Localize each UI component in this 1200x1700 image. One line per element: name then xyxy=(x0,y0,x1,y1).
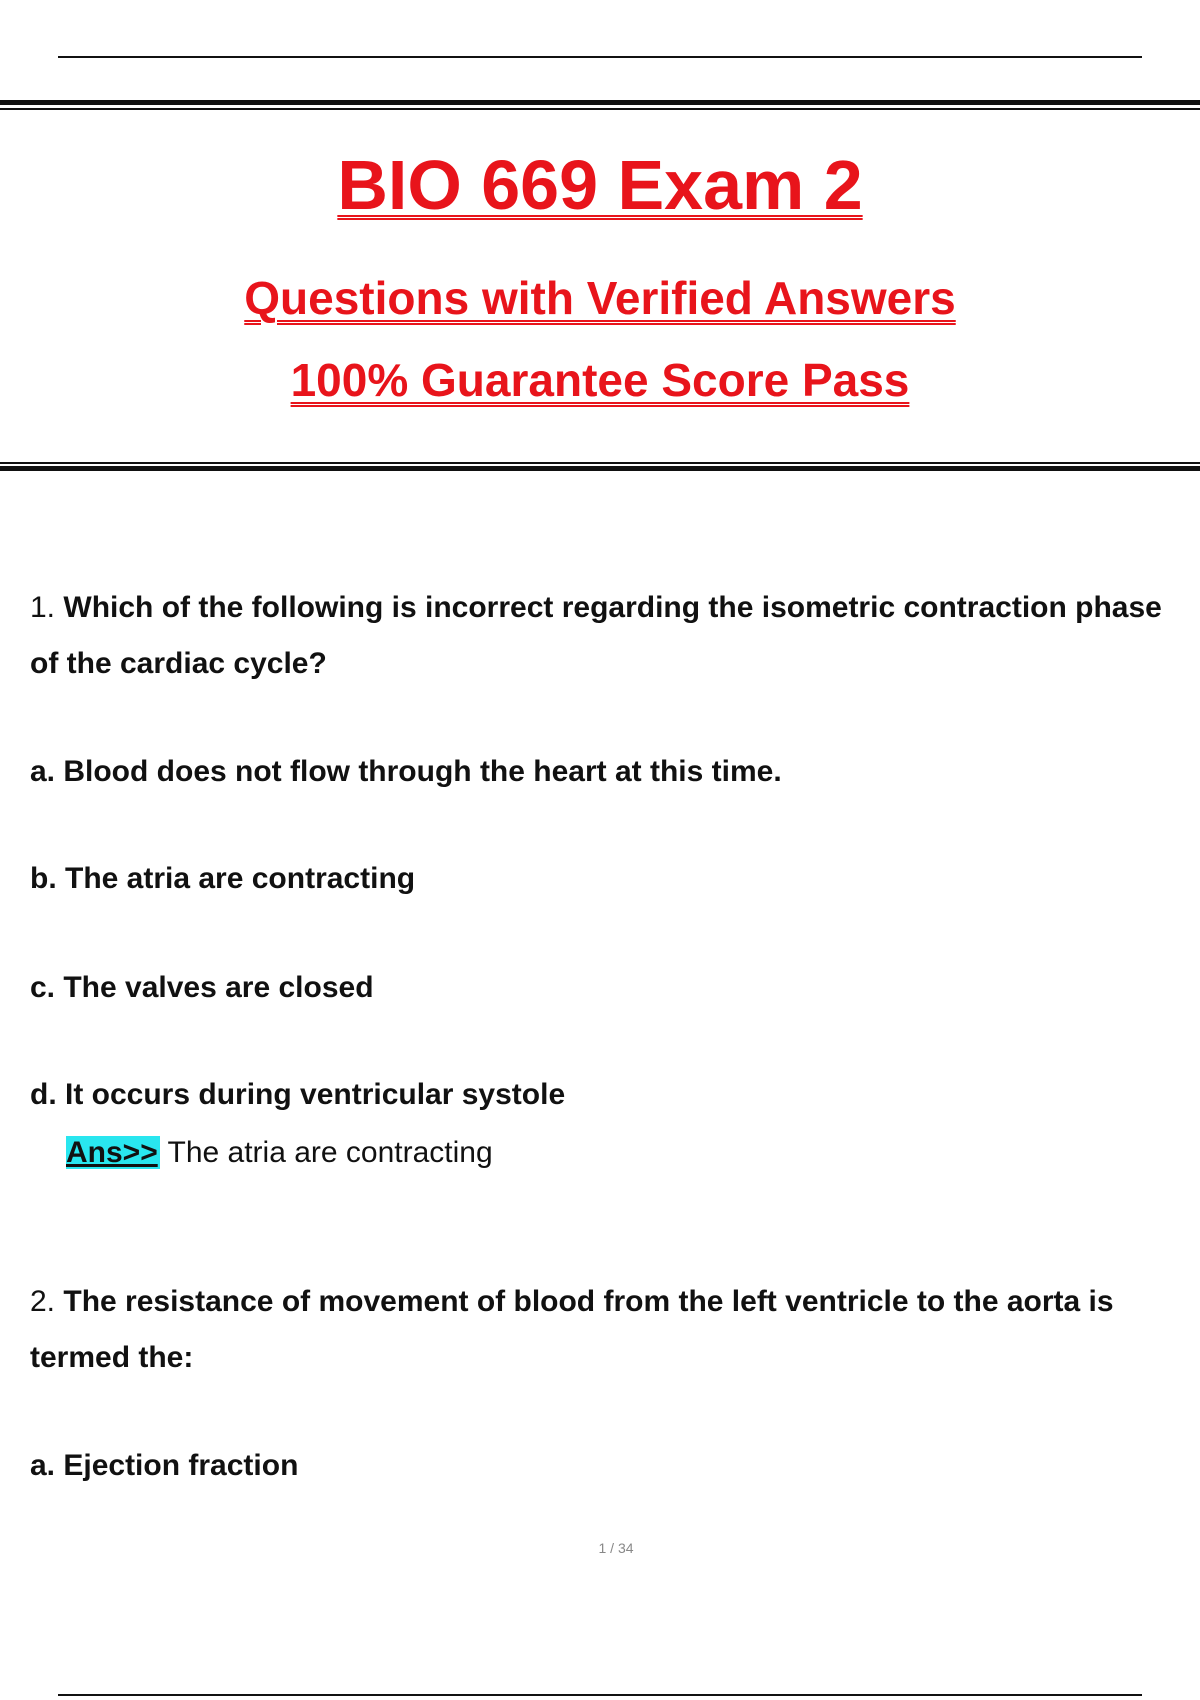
question-1-text: Which of the following is incorrect regarding the isometric contraction phase of the cardiac cycle? xyxy=(30,591,1162,680)
document-subtitle-text: Questions with Verified Answers xyxy=(244,272,956,324)
question-2-number: 2. xyxy=(30,1285,56,1318)
header-top-border xyxy=(0,100,1200,110)
question-2 xyxy=(30,1274,1190,1386)
answer-text: The atria are contracting xyxy=(159,1136,493,1169)
document-tagline-text: 100% Guarantee Score Pass xyxy=(290,354,910,406)
answer-label: Ans>> xyxy=(66,1136,158,1169)
question-2-option-a: a. Ejection fraction xyxy=(30,1449,299,1482)
bottom-rule xyxy=(58,1694,1142,1696)
question-1-option-d: d. It occurs during ventricular systole xyxy=(30,1078,566,1111)
page-number: 1 / 34 xyxy=(598,1540,634,1556)
question-1-option-b: b. The atria are contracting xyxy=(30,862,416,895)
question-1-option-a: a. Blood does not flow through the heart at this time. xyxy=(30,755,782,788)
document-tagline xyxy=(0,352,1200,408)
top-rule xyxy=(58,56,1142,58)
question-1 xyxy=(30,580,1190,692)
header-bottom-border xyxy=(0,462,1200,472)
document-title xyxy=(0,145,1200,225)
document-title-text: BIO 669 Exam 2 xyxy=(337,146,863,224)
question-1-option-c: c. The valves are closed xyxy=(30,971,374,1004)
question-2-text: The resistance of movement of blood from the left ventricle to the aorta is termed the: xyxy=(30,1285,1114,1374)
document-subtitle xyxy=(0,270,1200,326)
question-1-number: 1. xyxy=(30,591,56,624)
question-1-answer xyxy=(66,1133,493,1173)
